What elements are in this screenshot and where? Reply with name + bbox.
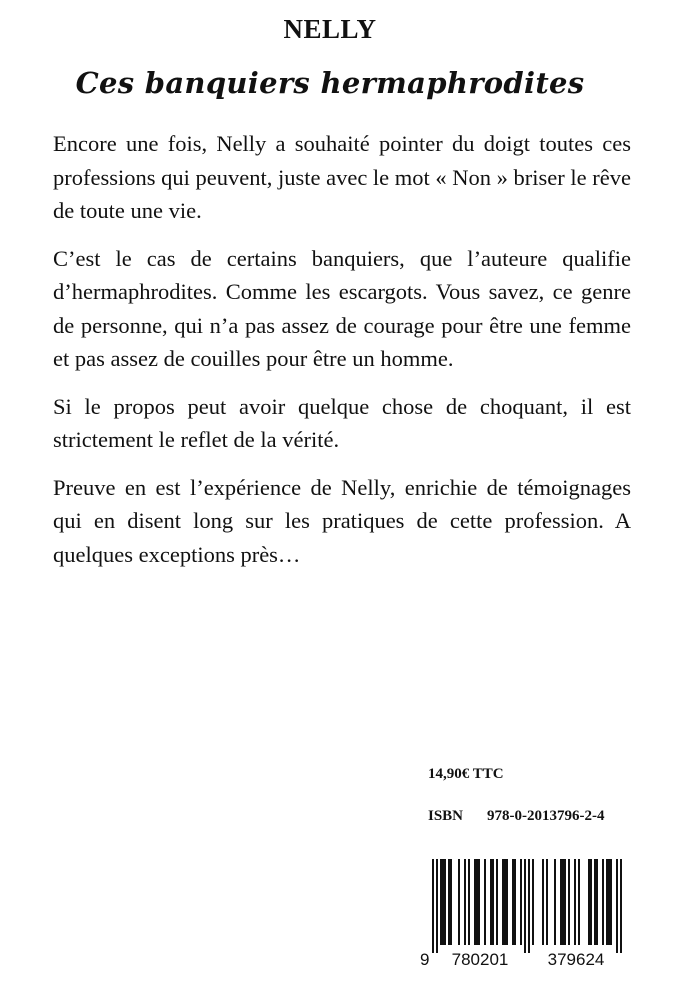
barcode-digit-first: 9 bbox=[420, 950, 430, 969]
barcode-bar bbox=[532, 859, 534, 945]
barcode-bar bbox=[432, 859, 434, 953]
author-name: NELLY bbox=[283, 14, 377, 44]
isbn-number: 978-0-2013796-2-4 bbox=[487, 808, 605, 824]
barcode-bar bbox=[496, 859, 498, 945]
isbn-label: ISBN bbox=[428, 808, 464, 824]
barcode bbox=[418, 857, 630, 969]
barcode-bar bbox=[606, 859, 608, 945]
barcode-bar bbox=[512, 859, 514, 945]
barcode-bar bbox=[490, 859, 492, 945]
barcode-bar bbox=[474, 859, 476, 945]
barcode-bar bbox=[616, 859, 618, 953]
barcode-bar bbox=[478, 859, 480, 945]
blurb-paragraph: Preuve en est l’expérience de Nelly, enrichie de témoignages qui en disent long sur les pratiques de cette profession. A quelques exceptions près… bbox=[53, 474, 631, 567]
blurb-paragraph: C’est le cas de certains banquiers, que l’auteure qualifie d’hermaphrodites. Comme les escargots. Vous savez, ce genre de personne, qui n’a pas assez de courage pour être une femme et pas assez de couilles pour être un homme. bbox=[53, 245, 631, 371]
barcode-bar bbox=[608, 859, 610, 945]
barcode-bar bbox=[436, 859, 438, 953]
barcode-bar bbox=[542, 859, 544, 945]
barcode-bar bbox=[514, 859, 516, 945]
barcode-bar bbox=[504, 859, 506, 945]
barcode-bar bbox=[506, 859, 508, 945]
barcode-bar bbox=[476, 859, 478, 945]
barcode-bar bbox=[528, 859, 530, 953]
barcode-digits-left: 780201 bbox=[451, 950, 509, 969]
barcode-bar bbox=[560, 859, 562, 945]
blurb-paragraph: Si le propos peut avoir quelque chose de choquant, il est strictement le reflet de la vérité. bbox=[53, 393, 631, 452]
barcode-bar bbox=[450, 859, 452, 945]
blurb bbox=[53, 127, 631, 585]
barcode-bar bbox=[574, 859, 576, 945]
barcode-bar bbox=[620, 859, 622, 953]
barcode-bar bbox=[484, 859, 486, 945]
price-label: 14,90€ TTC bbox=[428, 766, 504, 782]
barcode-bar bbox=[464, 859, 466, 945]
blurb-paragraph: Encore une fois, Nelly a souhaité pointer du doigt toutes ces professions qui peuvent, juste avec le mot « Non » briser le rêve de toute une vie. bbox=[53, 131, 631, 223]
barcode-bar bbox=[594, 859, 596, 945]
barcode-bar bbox=[524, 859, 526, 953]
barcode-bar bbox=[554, 859, 556, 945]
book-subtitle: Ces banquiers hermaphrodites bbox=[75, 66, 585, 100]
barcode-bars bbox=[432, 859, 622, 953]
barcode-bar bbox=[564, 859, 566, 945]
barcode-bar bbox=[590, 859, 592, 945]
barcode-bar bbox=[442, 859, 444, 945]
barcode-bar bbox=[568, 859, 570, 945]
barcode-bar bbox=[520, 859, 522, 945]
barcode-bar bbox=[448, 859, 450, 945]
barcode-bar bbox=[458, 859, 460, 945]
barcode-bar bbox=[602, 859, 604, 945]
barcode-bar bbox=[492, 859, 494, 945]
barcode-bar bbox=[596, 859, 598, 945]
barcode-bar bbox=[546, 859, 548, 945]
barcode-bar bbox=[468, 859, 470, 945]
barcode-bar bbox=[440, 859, 442, 945]
barcode-bar bbox=[578, 859, 580, 945]
barcode-bar bbox=[588, 859, 590, 945]
barcode-bar bbox=[562, 859, 564, 945]
barcode-digits-right: 379624 bbox=[547, 950, 605, 969]
barcode-graphic bbox=[418, 857, 630, 969]
isbn-line bbox=[428, 808, 605, 825]
barcode-bar bbox=[610, 859, 612, 945]
barcode-bar bbox=[502, 859, 504, 945]
barcode-bar bbox=[444, 859, 446, 945]
